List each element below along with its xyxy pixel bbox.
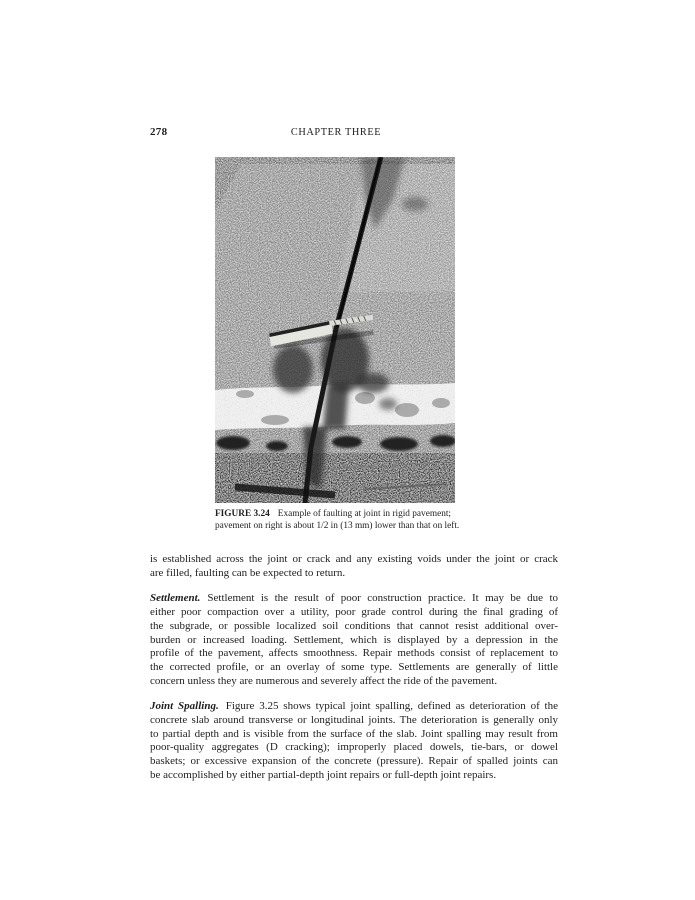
body-line: to partial depth and is visible from the surface of the slab. Joint spalling may result from — [150, 727, 558, 740]
runin-heading-settlement: Settlement. — [150, 592, 201, 605]
runin-heading-joint-spalling: Joint Spalling. — [150, 700, 219, 713]
body-line-text: Settlement is the result of poor construction practice. It may be due to — [207, 592, 558, 605]
body-line: is established across the joint or crack and any existing voids under the joint or crack — [150, 553, 558, 565]
body-line: concrete slab around transverse or longitudinal joints. The deterioration is generally only — [150, 714, 558, 727]
body-line: concern unless they are numerous and severely affect the ride of the pavement. — [150, 674, 498, 687]
body-line — [150, 700, 558, 714]
page-number: 278 — [150, 126, 168, 138]
body-line: profile of the pavement, affects smoothness. Repair methods consist of replacement to — [150, 647, 558, 660]
paragraph-joint-spalling — [150, 700, 558, 782]
body-line — [150, 592, 558, 606]
body-line: the corrected profile, or an overlay of some type. Settlements are generally of little — [150, 660, 558, 673]
running-head: CHAPTER THREE — [290, 126, 382, 138]
figure-caption-line2: pavement on right is about 1/2 in (13 mm) lower than that on left. — [215, 521, 460, 532]
body-line: are filled, faulting can be expected to return. — [150, 566, 346, 579]
body-line: poor-quality aggregates (D cracking); improperly placed dowels, tie-bars, or dowel — [150, 741, 558, 754]
body-line: baskets; or excessive expansion of the concrete (pressure). Repair of spalled joints can — [150, 755, 558, 768]
body-line: the subgrade, or possible localized soil conditions that cannot resist additional over- — [150, 619, 558, 632]
pavement-photo-svg — [215, 157, 455, 503]
body-line: either poor compaction over a utility, poor grade control during the final grading of — [150, 606, 558, 619]
body-line: burden or increased loading. Settlement, which is displayed by a depression in the — [150, 633, 558, 646]
figure-caption-line1 — [215, 508, 459, 520]
figure-photo-faulted-joint — [215, 157, 455, 503]
body-line: be accomplished by either partial-depth joint repairs or full-depth joint repairs. — [150, 768, 497, 781]
body-text — [150, 553, 558, 795]
figure-caption-text1: Example of faulting at joint in rigid pavement; — [277, 509, 452, 519]
page-header — [150, 126, 558, 140]
figure-caption — [215, 508, 459, 533]
paragraph-faulting-continued — [150, 553, 558, 580]
body-line-text: Figure 3.25 shows typical joint spalling, defined as deterioration of the — [225, 700, 558, 713]
figure-caption-label: FIGURE 3.24 — [215, 509, 270, 519]
paragraph-settlement — [150, 592, 558, 688]
